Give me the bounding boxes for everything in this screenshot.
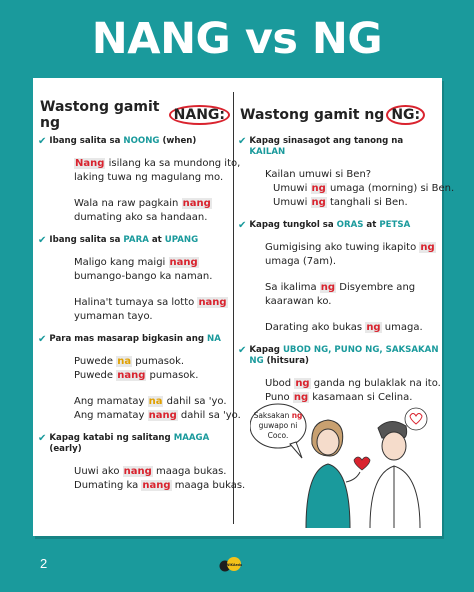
example-segment: na (148, 396, 163, 407)
example-segment: Puwede (74, 356, 117, 367)
checkmark-icon: ✔ (38, 334, 47, 345)
speech-bubble (250, 404, 306, 458)
right-rule-text (249, 136, 440, 158)
example-segment: pumasok. (146, 370, 199, 381)
checkmark-icon: ✔ (238, 220, 247, 231)
left-examples-1 (74, 157, 241, 225)
example-segment: nang (198, 297, 227, 308)
right-examples-2 (265, 241, 440, 335)
rule-text-part: UPANG (164, 235, 199, 245)
spacer (74, 383, 230, 395)
rule-text-part: UBOD NG, PUNO NG, SAKSAKAN NG (249, 345, 439, 366)
left-rule-1 (40, 136, 230, 147)
example-line (74, 395, 230, 409)
example-line (74, 369, 230, 383)
example-segment: umaga. (381, 322, 423, 333)
example-segment: ng (420, 242, 435, 253)
example-segment: Gumigising ako tuwing ikapito (265, 242, 420, 253)
left-rule-3 (40, 334, 230, 345)
left-rule-4 (40, 433, 230, 455)
right-rule-1 (240, 136, 440, 158)
example-segment: ng (295, 378, 310, 389)
example-segment: Ang mamatay (74, 396, 148, 407)
example-line (74, 479, 246, 493)
man-figure (370, 421, 420, 528)
example-segment: ng (366, 322, 381, 333)
example-segment: nang (117, 370, 146, 381)
left-rule-text (49, 235, 198, 246)
example-segment: isilang ka sa mundong ito, (105, 158, 241, 169)
example-line (74, 171, 230, 185)
right-rule-text (249, 345, 440, 367)
example-segment: Dumating ka (74, 480, 142, 491)
rule-text-part: Ibang salita sa (49, 235, 124, 245)
example-segment: Puwede (74, 370, 117, 381)
left-heading-prefix: Wastong gamit ng (40, 99, 160, 131)
wikaedu-logo (219, 557, 257, 573)
example-line (265, 295, 440, 309)
checkmark-icon: ✔ (38, 235, 47, 246)
spacer (74, 284, 230, 296)
example-segment: Puno (265, 392, 293, 403)
svg-text:guwapo ni: guwapo ni (258, 421, 298, 430)
example-line (265, 196, 440, 210)
rule-text-part: Ibang salita sa (49, 136, 124, 146)
rule-text-part: PETSA (379, 220, 411, 230)
left-heading-word: NANG: (169, 105, 230, 125)
example-segment: kaarawan ko. (265, 296, 332, 307)
example-segment: nang (142, 480, 171, 491)
spacer (74, 185, 230, 197)
rule-text-part: KAILAN (249, 147, 286, 157)
example-segment: na (117, 356, 132, 367)
example-segment: ganda ng bulaklak na ito. (310, 378, 441, 389)
example-segment: Kailan umuwi si Ben? (265, 169, 372, 180)
example-line (74, 409, 241, 423)
example-segment: nang (123, 466, 152, 477)
left-rule-text (49, 433, 230, 455)
rule-text-part: Kapag tungkol sa (249, 220, 337, 230)
checkmark-icon: ✔ (238, 345, 247, 356)
example-segment: Disyembre ang (336, 282, 416, 293)
right-column-ng (238, 80, 455, 405)
example-line (265, 241, 440, 255)
right-examples-1 (265, 168, 455, 210)
rule-text-part: Kapag katabi ng salitang (49, 433, 174, 443)
example-segment: dahil sa 'yo. (177, 410, 241, 421)
example-segment: ng (320, 282, 336, 293)
rule-text-part: at (148, 235, 165, 245)
right-heading (240, 104, 440, 126)
example-segment: dahil sa 'yo. (163, 396, 227, 407)
right-rule-2 (240, 220, 440, 231)
example-segment: Ang mamatay (74, 410, 148, 421)
left-column-nang (38, 80, 246, 493)
rule-text-part: ORAS (336, 220, 364, 230)
example-line (74, 296, 230, 310)
rule-text-part: (when) (159, 136, 197, 146)
left-examples-2 (74, 256, 230, 324)
example-line (265, 377, 440, 391)
example-line (74, 197, 230, 211)
example-segment: tanghali si Ben. (326, 197, 408, 208)
woman-figure (306, 420, 360, 528)
logo-text: WIKAedu (225, 563, 243, 567)
checkmark-icon: ✔ (238, 136, 247, 147)
rule-text-part: Kapag sinasagot ang tanong na (249, 136, 404, 146)
svg-text:Saksakan ng: Saksakan ng (253, 411, 303, 420)
rule-text-part: (early) (49, 444, 82, 454)
example-segment: ng (311, 183, 326, 194)
example-line (265, 255, 440, 269)
example-line (74, 157, 241, 171)
example-segment: nang (169, 257, 198, 268)
rule-text-part: Kapag (249, 345, 283, 355)
example-segment: yumaman tayo. (74, 311, 153, 322)
left-examples-4 (74, 465, 246, 493)
example-segment: Sa ikalima (265, 282, 320, 293)
page-title: NANG vs NG (91, 14, 383, 64)
example-segment: bumango-bango ka naman. (74, 271, 213, 282)
example-segment: umaga (morning) si Ben. (326, 183, 455, 194)
example-segment: nang (148, 410, 177, 421)
example-segment: Umuwi (273, 197, 311, 208)
example-segment: Maligo kang maigi (74, 257, 169, 268)
column-divider (233, 92, 234, 524)
example-segment: Halina't tumaya sa lotto (74, 297, 198, 308)
checkmark-icon: ✔ (38, 433, 47, 444)
right-heading-prefix: Wastong gamit ng (240, 107, 385, 123)
example-segment: ng (293, 392, 309, 403)
example-segment: maaga bukas. (171, 480, 246, 491)
example-line (74, 256, 230, 270)
example-segment: Uuwi ako (74, 466, 123, 477)
svg-text:Coco.: Coco. (267, 431, 289, 440)
right-rule-text (249, 220, 410, 231)
example-line (265, 281, 440, 295)
left-rule-text (49, 136, 196, 147)
example-segment: kasamaan si Celina. (309, 392, 413, 403)
couple-illustration (250, 400, 440, 528)
example-segment: Umuwi (273, 183, 311, 194)
left-rule-text (49, 334, 220, 345)
example-segment: Wala na raw pagkain (74, 198, 182, 209)
example-segment: nang (182, 198, 211, 209)
left-heading (40, 99, 230, 131)
rule-text-part: PARA (123, 235, 149, 245)
right-heading-word: NG: (386, 105, 425, 125)
left-examples-3 (74, 355, 241, 423)
example-segment: Nang (75, 158, 105, 169)
example-segment: Ubod (265, 378, 295, 389)
rule-text-part: NA (207, 334, 221, 344)
checkmark-icon: ✔ (38, 136, 47, 147)
rule-text-part: MAAGA (173, 433, 210, 443)
example-segment: maaga bukas. (152, 466, 227, 477)
example-line (265, 321, 440, 335)
example-line (74, 211, 230, 225)
example-line (265, 182, 455, 196)
example-segment: umaga (7am). (265, 256, 337, 267)
example-segment: laking tuwa ng magulang mo. (74, 172, 224, 183)
example-line (74, 355, 230, 369)
example-segment: ng (311, 197, 326, 208)
example-line (265, 168, 440, 182)
page-number: 2 (40, 556, 48, 571)
example-segment: dumating ako sa handaan. (74, 212, 208, 223)
example-line (74, 310, 230, 324)
left-rule-2 (40, 235, 230, 246)
spacer (265, 309, 440, 321)
rule-text-part: at (363, 220, 380, 230)
rule-text-part: NOONG (123, 136, 160, 146)
spacer (265, 269, 440, 281)
rule-text-part: (hitsura) (263, 356, 309, 366)
example-segment: Darating ako bukas (265, 322, 366, 333)
example-line (74, 270, 230, 284)
example-line (74, 465, 230, 479)
rule-text-part: Para mas masarap bigkasin ang (49, 334, 207, 344)
example-segment: pumasok. (132, 356, 185, 367)
right-rule-3 (240, 345, 440, 367)
